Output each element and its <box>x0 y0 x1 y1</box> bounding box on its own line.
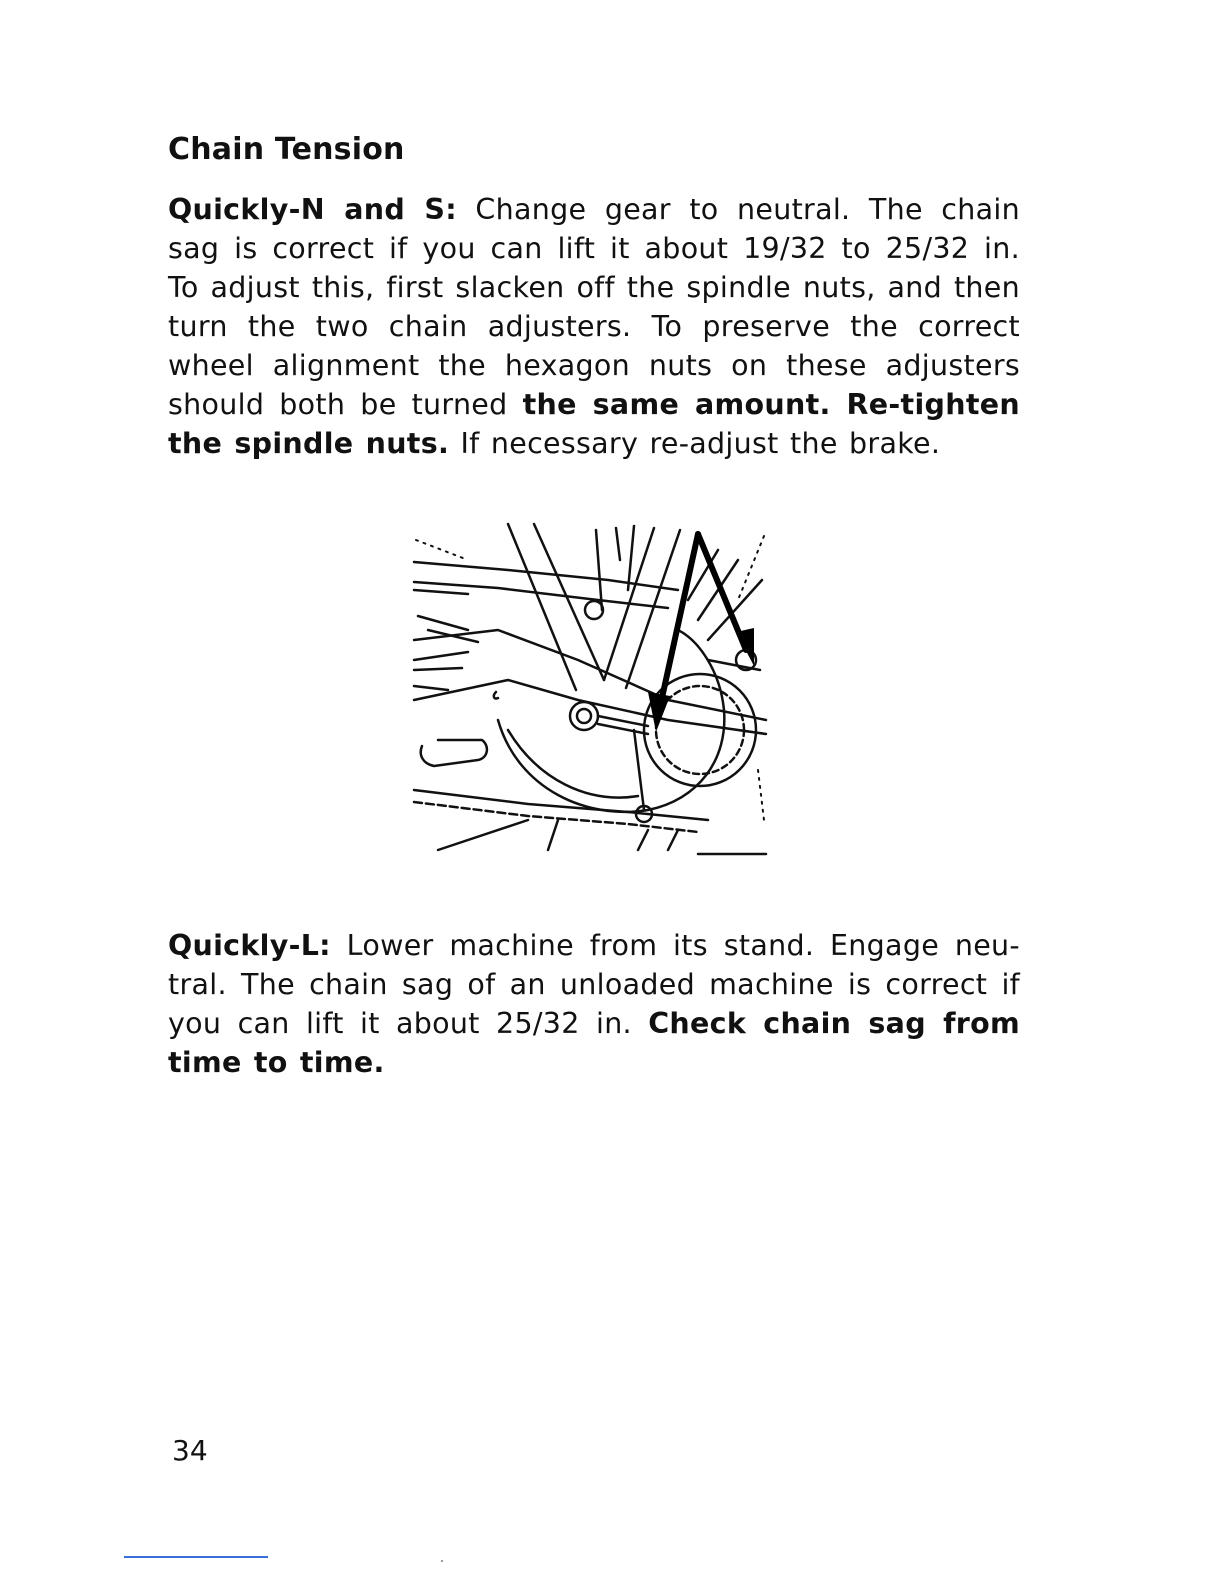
scan-edge-line <box>124 1556 268 1558</box>
paragraph-text-end: If necessary re-adjust the brake. <box>449 427 941 460</box>
paragraph-emphasis: the same amount. Re-tighten the spindle nuts. <box>168 388 1020 460</box>
paragraph-text: Lower machine from its stand. Engage neu- tral. The chain sag of an unloaded machine is correct if you can lift it about 25/32 in. <box>168 929 1020 1040</box>
paragraph-label: Quickly-L: <box>168 929 331 962</box>
paragraph-quickly-n-s <box>168 190 1020 463</box>
paragraph-quickly-l <box>168 926 1020 1082</box>
section-heading: Chain Tension <box>168 132 405 167</box>
page-number: 34 <box>172 1434 208 1467</box>
paragraph-emphasis: Check chain sag from time to time. <box>168 1007 1020 1079</box>
chain-adjuster-illustration <box>408 520 770 856</box>
paragraph-label: Quickly-N and S: <box>168 193 457 226</box>
paragraph-text: Change gear to neutral. The chain sag is correct if you can lift it about 19/32 to 25/32 in. To adjust this, first slacken off the spindle nuts, and then turn the two chain adjusters. To preserve the correct wheel alignment the hexagon nuts on these adjusters should both be turned <box>168 193 1020 421</box>
scan-speck <box>441 1560 443 1562</box>
